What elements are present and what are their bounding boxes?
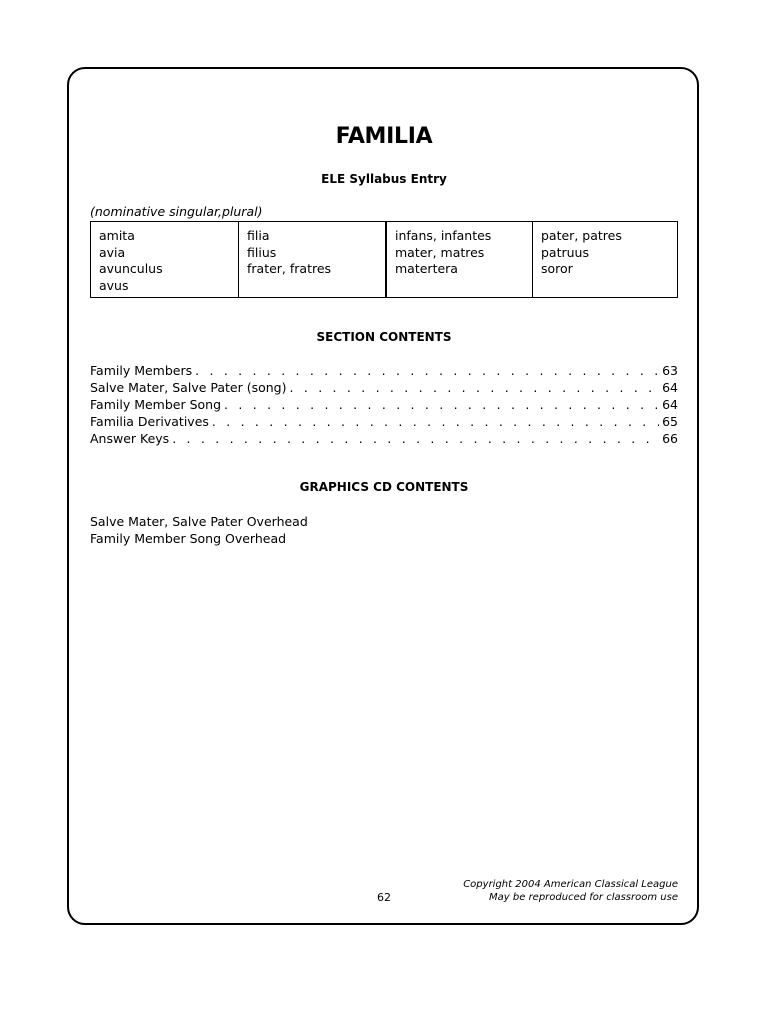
graphics-cd-heading: GRAPHICS CD CONTENTS (299, 480, 469, 494)
toc-page-number: 64 (662, 397, 678, 412)
page-title: FAMILIA (335, 124, 433, 149)
vocab-word: patruus (541, 244, 589, 260)
page-number: 62 (377, 891, 391, 904)
toc-leader-dots (172, 430, 659, 447)
vocab-column-2 (238, 222, 385, 297)
vocab-word: filius (247, 244, 277, 260)
graphics-cd-list (90, 513, 308, 547)
toc-label: Familia Derivatives (90, 414, 209, 429)
vocab-word: pater, patres (541, 228, 622, 243)
vocab-word: matertera (395, 261, 458, 276)
vocab-word: filia (247, 228, 270, 243)
toc-label: Answer Keys (90, 431, 170, 446)
toc-page-number: 65 (662, 414, 678, 429)
toc-label: Family Members (90, 363, 193, 378)
vocab-word: frater, fratres (247, 261, 332, 276)
vocab-word: avus (99, 277, 129, 293)
toc-row (90, 362, 678, 379)
vocab-word: mater, matres (395, 244, 485, 260)
toc-row (90, 396, 678, 413)
toc-row (90, 430, 678, 447)
vocabulary-table (90, 221, 678, 298)
reproduction-line: May be reproduced for classroom use (489, 891, 678, 903)
vocab-word: infans, infantes (395, 228, 492, 243)
vocab-word: soror (541, 261, 573, 276)
cd-item: Salve Mater, Salve Pater Overhead (90, 514, 308, 529)
copyright-notice (463, 879, 678, 904)
vocab-column-3 (385, 222, 532, 297)
section-contents-heading: SECTION CONTENTS (316, 330, 452, 344)
vocab-word: avia (99, 244, 126, 260)
page-border-frame (67, 67, 699, 925)
toc-row (90, 379, 678, 396)
vocab-word: avunculus (99, 261, 163, 276)
syllabus-subtitle: ELE Syllabus Entry (321, 172, 447, 186)
copyright-line: Copyright 2004 American Classical League (463, 879, 678, 890)
cd-item: Family Member Song Overhead (90, 531, 287, 546)
section-contents-list (90, 362, 678, 447)
toc-leader-dots (290, 379, 660, 396)
toc-label: Salve Mater, Salve Pater (song) (90, 380, 287, 395)
vocab-column-1 (91, 222, 238, 297)
toc-page-number: 63 (662, 363, 678, 378)
toc-page-number: 66 (662, 431, 678, 446)
toc-leader-dots (212, 413, 659, 430)
toc-label: Family Member Song (90, 397, 222, 412)
vocab-column-4 (532, 222, 677, 297)
vocab-word: amita (99, 228, 135, 243)
toc-row (90, 413, 678, 430)
toc-leader-dots (224, 396, 659, 413)
toc-page-number: 64 (662, 380, 678, 395)
nominative-note: (nominative singular,plural) (90, 204, 263, 219)
toc-leader-dots (195, 362, 659, 379)
